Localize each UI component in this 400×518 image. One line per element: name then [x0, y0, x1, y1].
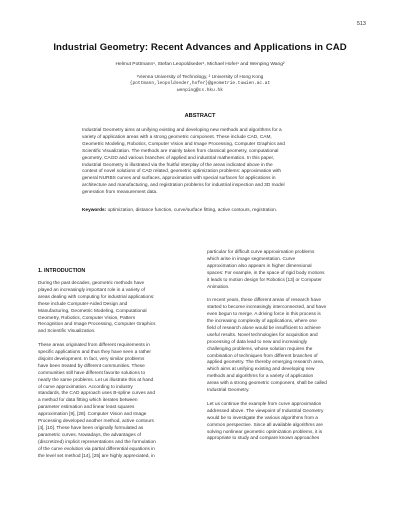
- body-text-line: methods and algorithms for a variety of application: [207, 374, 314, 380]
- abstract-line: Industrial Geometry is illustrated via the fruitful interplay of the areas indicated above in the: [82, 162, 273, 168]
- affiliation-institutions: ¹Vienna University of Technology, ² University of Hong Kong: [136, 75, 264, 80]
- abstract-heading: ABSTRACT: [184, 113, 216, 119]
- body-text-line: spaces: For example, in the space of rigid body motions: [207, 270, 325, 276]
- affiliation-email-vienna: {pottmann,leopoldseder,hofer}@geometrie.tuwien.ac.at: [129, 81, 271, 87]
- body-text-line: it leads to motion design for Robotics [13] or Computer: [207, 277, 322, 283]
- body-text-line: Manufacturing, Geometric Modeling, Computational: [38, 308, 147, 314]
- body-text-line: addressed above. The viewpoint of Industrial Geometry: [207, 408, 324, 414]
- body-text-line: Animation.: [207, 284, 230, 290]
- paper-title: Industrial Geometry: Recent Advances and Applications in CAD: [53, 42, 347, 53]
- body-text-line: approximation also appears in higher dimensional: [207, 263, 312, 269]
- body-text-line: the increasing complexity of applications, where one: [207, 319, 317, 325]
- affiliation-email-hku: wenping@cs.hku.hk: [177, 87, 223, 93]
- section-heading-introduction: 1. INTRODUCTION: [38, 268, 86, 274]
- body-text-line: appropriate to study and compare known approaches: [207, 436, 320, 442]
- author-list: Helmut Pottmann¹, Stefan Leopoldseder¹, Michael Hofer¹ and Wenping Wang²: [115, 62, 285, 67]
- body-text-line: field of research alone would be insufficient to achieve: [207, 325, 321, 331]
- body-text-line: particular for difficult curve approximation problems: [207, 250, 315, 255]
- keywords-label: Keywords:: [82, 208, 107, 213]
- keywords-text: optimization, distance function, curve/surface fitting, active contours, registration.: [107, 208, 278, 213]
- abstract-body: [82, 128, 318, 197]
- body-text-line: areas dealing with computing for industrial applications:: [38, 294, 155, 300]
- right-column: [207, 250, 363, 443]
- keywords-line: [82, 208, 342, 213]
- body-text-line: of curve approximation. According to industry: [38, 384, 133, 390]
- body-text-line: a method for data fitting which iterates between: [38, 398, 138, 404]
- body-text-line: challenging problems, whose solution requires the: [207, 346, 313, 352]
- body-text-line: combination of techniques from different branches of: [207, 353, 318, 359]
- body-text-line: even begun to merge. A driving force in this process is: [207, 312, 321, 318]
- body-text-line: applied geometry. The thereby emerging research area,: [207, 360, 325, 366]
- body-text-line: parametric curves. Nowadays, the advantages of: [38, 432, 141, 438]
- abstract-line: generation from measurement data.: [82, 190, 158, 196]
- abstract-line: Scientific Visualization. The methods are mainly taken from classical geometry, computational: [82, 148, 279, 154]
- body-text-line: these include Computer-Aided Design and: [38, 301, 128, 307]
- body-text-line: have been treated by different communities. These: [38, 363, 145, 369]
- body-text-line: of the curve evolution via partial differential equations in: [38, 446, 155, 452]
- body-text-line: areas with a strong geometric component, shall be called: [207, 381, 327, 387]
- body-text-line: disjoint development. In fact, very similar problems: [38, 356, 145, 362]
- abstract-line: general NURBS curves and surfaces, approximation with special surfaces for applications in: [82, 176, 276, 182]
- body-text-line: started to become increasingly interconnected, and have: [207, 305, 327, 311]
- body-text-line: parameter estimation and linear least squares: [38, 405, 135, 411]
- body-text-line: played an increasingly important role in a variety of: [38, 287, 145, 293]
- left-column: [38, 281, 192, 461]
- body-text-line: processing of data lead to new and increasingly: [207, 339, 308, 345]
- body-text-line: standards, the CAD approach uses B-spline curves and: [38, 391, 155, 397]
- body-text-line: nearly the same problems. Let us illustrate this at hand: [38, 377, 154, 383]
- body-text-line: communities still have different favorite solutions to: [38, 370, 146, 376]
- abstract-line: geometry, CAGD and various branches of applied and industrial mathematics. In this paper,: [82, 155, 275, 161]
- body-text-line: which aims at unifying existing and developing new: [207, 367, 315, 373]
- body-text-line: Geometry, Robotics, Computer Vision, Pattern: [38, 315, 136, 321]
- abstract-line: Geometric Modeling, Robotics, Computer Vision and Image Processing, Computer Graphics and: [82, 141, 285, 147]
- body-text-line: specific applications and thus they have seen a rather: [38, 350, 152, 356]
- paragraph-gap: [207, 395, 363, 402]
- body-text-line: During the past decades, geometric methods have: [38, 281, 145, 286]
- abstract-line: architecture and manufacturing, and registration problems for industrial inspection and 3D model: [82, 183, 285, 189]
- affiliations: [0, 75, 400, 94]
- abstract-line: Industrial Geometry aims at unifying existing and developing new methods and algorithms for a: [82, 128, 282, 133]
- page-number: 513: [356, 21, 366, 27]
- body-text-line: which arise in image segmentation. Curve: [207, 256, 296, 262]
- body-text-line: Processing developed another method, active contours: [38, 419, 154, 425]
- abstract-line: context of novel solutions of CAD related, geometric optimization problems: approximation with: [82, 169, 282, 175]
- body-text-line: useful results. Novel technologies for acquisition and: [207, 332, 318, 338]
- body-text-line: (discretized) implicit representations and the formulation: [38, 439, 156, 445]
- body-text-line: Let us continue the example from curve approximation: [207, 401, 322, 407]
- body-text-line: In recent years, these different areas of research have: [207, 298, 321, 304]
- body-text-line: would be to investigate the various algorithms from a: [207, 415, 318, 421]
- body-text-line: Industrial Geometry.: [207, 388, 250, 394]
- body-text-line: Recognition and Image Processing, Computer Graphics: [38, 322, 156, 328]
- body-text-line: and Scientific Visualization.: [38, 329, 96, 335]
- body-text-line: approximation [9], [28]. Computer Vision and Image: [38, 412, 147, 418]
- body-text-line: common perspective. Since all available algorithms are: [207, 422, 323, 428]
- abstract-line: variety of application areas with a strong geometric component. These include CAD, CAM,: [82, 134, 272, 140]
- body-text-line: These areas originated from different requirements in: [38, 343, 150, 349]
- body-text-line: solving nonlinear geometric optimization problems, it is: [207, 429, 323, 435]
- body-text-line: [4], [10]. These have been originally formulated as: [38, 426, 144, 432]
- body-text-line: the level set method [14], [25] are highly appreciated, in: [38, 453, 155, 459]
